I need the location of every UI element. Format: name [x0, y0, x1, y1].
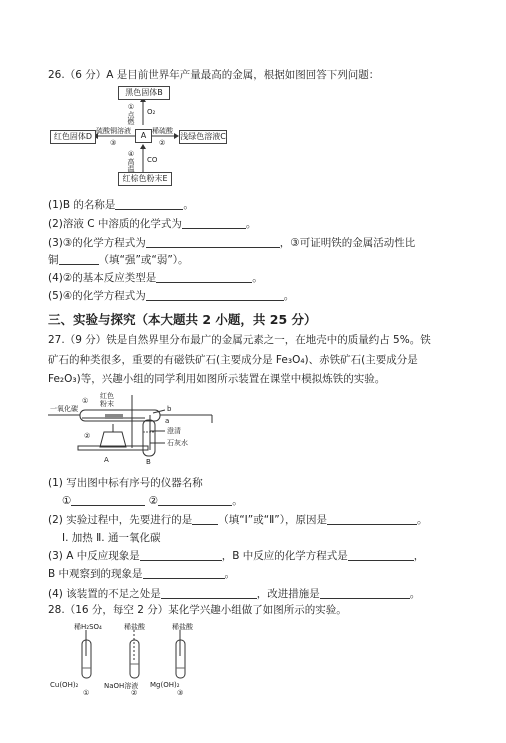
right-reagent: 稀硫酸	[152, 127, 173, 135]
q27-2: (2) 实验过程中，先要进行的是 （填“Ⅰ”或“Ⅱ”），原因是 。	[48, 514, 428, 526]
tube-1-reagent: 稀H₂SO₄	[74, 623, 102, 631]
q26-4: (4)②的基本反应类型是 。	[48, 272, 263, 284]
q27-3-text: (3) A 中反应现象是	[48, 550, 140, 562]
box-black-solid-b: 黑色固体B	[118, 86, 170, 100]
label-2: ②	[148, 495, 159, 507]
q28-stem: 28.（16 分，每空 2 分）某化学兴趣小组做了如图所示的实验。	[48, 604, 347, 616]
powder-label-2: 粉末	[100, 400, 114, 408]
tube-2-num: ②	[131, 689, 138, 697]
q26-3-text-c: 铜	[48, 254, 59, 266]
left-num: ③	[110, 139, 117, 147]
label-a: a	[165, 417, 170, 425]
q27-3-cont: B 中观察到的现象是 。	[48, 568, 236, 580]
q27-3-text-b: ，B 中反应的化学方程式是	[221, 550, 348, 562]
tube-1-num: ①	[83, 689, 90, 697]
top-condition: ①点燃	[127, 103, 135, 125]
q27-4-text: (4) 该装置的不足之处是	[48, 588, 161, 600]
q27-2-text-b: （填“Ⅰ”或“Ⅱ”），原因是	[218, 514, 327, 526]
left-reagent: 硫酸铜溶液	[96, 127, 131, 135]
q27-4: (4) 该装置的不足之处是 ，改进措施是 。	[48, 588, 421, 600]
bottom-reagent: CO	[147, 156, 158, 164]
q27-options: Ⅰ. 加热 Ⅱ. 通一氧化碳	[62, 532, 161, 544]
q26-3-text-d: （填“强”或“弱”）。	[98, 254, 189, 266]
box-red-powder-e: 红棕色粉末E	[118, 172, 172, 186]
box-a: A	[135, 129, 152, 143]
q27-3-text-c: B 中观察到的现象是	[48, 568, 143, 580]
q27-3: (3) A 中反应现象是 ，B 中反应的化学方程式是 ，	[48, 550, 425, 562]
q26-1: (1)B 的名称是 。	[48, 199, 194, 211]
co-label: 一氧化碳	[50, 405, 78, 413]
q26-2-text: (2)溶液 C 中溶质的化学式为	[48, 218, 182, 230]
apparatus-b: B	[146, 458, 151, 466]
q27-stem-3: Fe₂O₃)等，兴趣小组的同学利用如图所示装置在课堂中模拟炼铁的实验。	[48, 373, 386, 385]
q26-5: (5)④的化学方程式为 。	[48, 290, 295, 302]
tube-3-solid: Mg(OH)₂	[150, 681, 180, 689]
lime-label-1: 澄清	[167, 427, 181, 435]
section-title: 三、实验与探究（本大题共 2 小题，共 25 分）	[48, 312, 317, 327]
q27-1-blanks: ① ② 。	[62, 495, 243, 507]
q26-1-text: (1)B 的名称是	[48, 199, 116, 211]
q26-4-text: (4)②的基本反应类型是	[48, 272, 157, 284]
q27-stem-1: 27.（9 分）铁是自然界里分布最广的金属元素之一，在地壳中的质量约占 5%。铁	[48, 334, 431, 346]
label-1: ①	[62, 495, 72, 507]
lime-label-2: 石灰水	[167, 439, 188, 447]
right-num: ②	[159, 139, 166, 147]
tube-2-reagent: 稀盐酸	[124, 623, 145, 631]
tube-3-reagent: 稀盐酸	[172, 623, 193, 631]
q27-1: (1) 写出图中标有序号的仪器名称	[48, 477, 203, 489]
q26-2: (2)溶液 C 中溶质的化学式为 。	[48, 218, 257, 230]
num-2: ②	[84, 432, 91, 440]
box-green-solution-c: 浅绿色溶液C	[179, 130, 227, 144]
top-reagent: O₂	[147, 108, 156, 116]
q27-4-text-b: ，改进措施是	[256, 588, 320, 600]
q27-2-text: (2) 实验过程中，先要进行的是	[48, 514, 193, 526]
q26-3-text: (3)③的化学方程式为	[48, 237, 146, 249]
label-b: b	[167, 405, 172, 413]
bottom-condition: ④高温	[127, 150, 135, 172]
powder-label-1: 红色	[100, 392, 114, 400]
apparatus-a: A	[104, 456, 109, 464]
q26-5-text: (5)④的化学方程式为	[48, 290, 146, 302]
q26-3-text-b: ，③可证明铁的金属活动性比	[279, 237, 416, 249]
q26-stem: 26.（6 分）A 是目前世界年产量最高的金属，根据如图回答下列问题：	[48, 69, 380, 81]
num-1: ①	[82, 397, 89, 405]
tube-2-solid: NaOH溶液	[104, 682, 139, 690]
tube-3-num: ③	[177, 689, 184, 697]
q27-stem-2: 矿石的种类很多，重要的有磁铁矿石(主要成分是 Fe₃O₄)、赤铁矿石(主要成分是	[48, 354, 418, 366]
box-red-solid-d: 红色固体D	[50, 130, 96, 144]
tube-1-solid: Cu(OH)₂	[50, 681, 79, 689]
